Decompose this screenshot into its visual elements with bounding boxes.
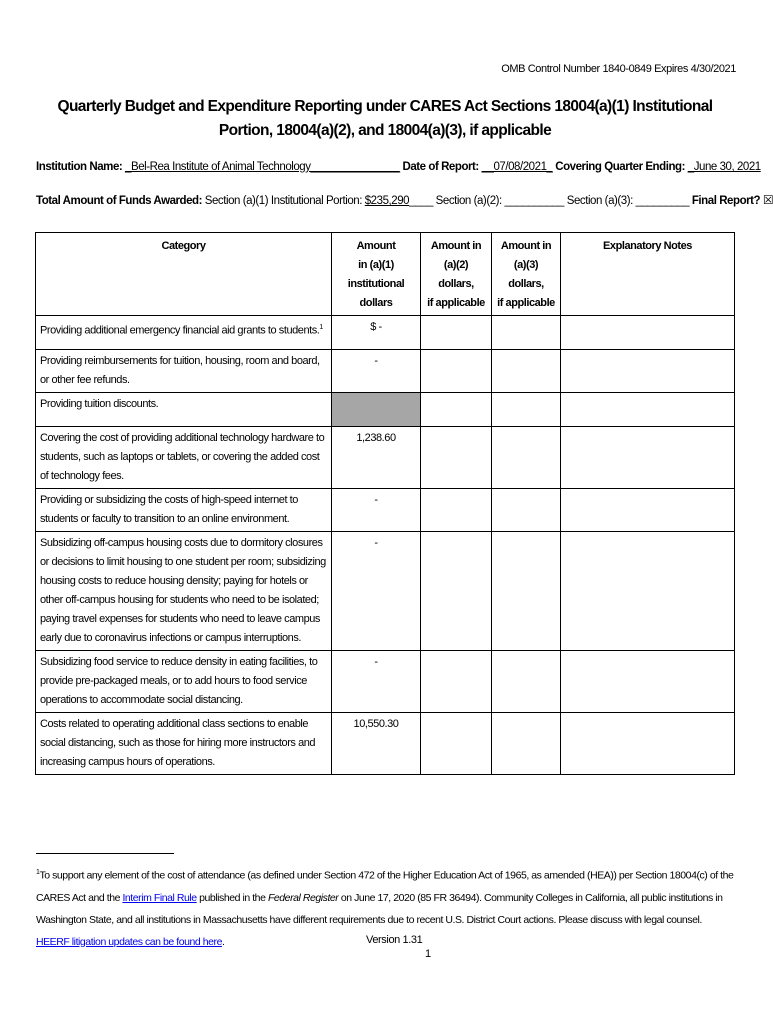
table-row: [36, 532, 735, 651]
version-label: Version 1.31: [366, 934, 423, 946]
row-amount-a3[interactable]: [492, 532, 561, 651]
row-amount-a3[interactable]: [492, 316, 561, 350]
header-amount-a2: Amount in (a)(2) dollars, if applicable: [421, 233, 492, 316]
row-amount-a2[interactable]: [421, 350, 492, 393]
row-notes[interactable]: [561, 489, 735, 532]
row-notes[interactable]: [561, 532, 735, 651]
table-row: [36, 489, 735, 532]
table-header-row: [36, 233, 735, 316]
footnote: $^1$To support any element of the cost of attendance (as defined under Section 472 of the Higher Education Act of 1965, as amended (HEA)) per Section 18004(c) of the CARES Act and the Interim Final Rule published in the Federal Register on June 17, 2020 (85 FR 36494). Community Colleges in California, all public institutions in Washington State, and all institutions in Massachusetts have different requirements due to recent U.S. District Court actions. Please discuss with legal counsel. HEERF litigation updates can be found here.: [36, 869, 734, 948]
sec-a3-label: Section (a)(3):: [566, 195, 633, 207]
row-amount-a3[interactable]: [492, 651, 561, 713]
row-amount-a2[interactable]: [421, 651, 492, 713]
sec-a2-value: __________: [504, 195, 564, 207]
row-notes[interactable]: [561, 651, 735, 713]
sec-a3-value: _________: [635, 195, 690, 207]
row-category: Subsidizing off-campus housing costs due to dormitory closures or decisions to limit housing to one student per room; subsidizing housing costs to reduce housing density; paying for hotels or other off-campus housing for students who need to be isolated; paying travel expenses for students who need to leave campus early due to coronavirus infections or campus interruptions.: [36, 532, 332, 651]
row-category: Covering the cost of providing additional technology hardware to students, such as laptops or tablets, or covering the added cost of technology fees.: [36, 427, 332, 489]
row-amount-a2[interactable]: [421, 713, 492, 775]
institution-value: _Bel-Rea Institute of Animal Technology_______________: [125, 161, 400, 173]
row-amount-a2[interactable]: [421, 489, 492, 532]
row-amount-a3[interactable]: [492, 427, 561, 489]
row-category: Providing or subsidizing the costs of high-speed internet to students or faculty to transition to an online environment.: [36, 489, 332, 532]
institution-label: Institution Name: [36, 161, 119, 173]
table-row: [36, 316, 735, 350]
page-number: 1: [425, 948, 432, 960]
budget-table: [35, 232, 735, 775]
sec-a1-value: $235,290: [364, 195, 410, 207]
header-amount-a1: Amount in (a)(1) institutional dollars: [332, 233, 421, 316]
table-row: [36, 393, 735, 427]
header-amount-a3: Amount in (a)(3) dollars, if applicable: [492, 233, 561, 316]
row-amount-a2[interactable]: [421, 427, 492, 489]
row-amount-a1: [332, 393, 421, 427]
table-row: [36, 427, 735, 489]
row-notes[interactable]: [561, 316, 735, 350]
date-value: __07/08/2021_: [481, 161, 553, 173]
table-row: [36, 350, 735, 393]
row-amount-a2[interactable]: [421, 316, 492, 350]
funds-label: Total Amount of Funds Awarded:: [36, 195, 203, 207]
row-category: Providing tuition discounts.: [36, 393, 332, 427]
funds-line: [36, 193, 773, 207]
row-amount-a2[interactable]: [421, 532, 492, 651]
row-amount-a1[interactable]: -: [332, 651, 421, 713]
header-category: Category: [36, 233, 332, 316]
sec-a1-blank: ____: [409, 195, 433, 207]
row-notes[interactable]: [561, 713, 735, 775]
footnote-divider: [36, 853, 174, 854]
interim-final-rule-link[interactable]: Interim Final Rule: [122, 891, 197, 904]
row-amount-a1[interactable]: 10,550.30: [332, 713, 421, 775]
heerf-litigation-link[interactable]: HEERF litigation updates can be found here: [36, 935, 222, 948]
row-amount-a1[interactable]: -: [332, 350, 421, 393]
row-amount-a3[interactable]: [492, 713, 561, 775]
row-amount-a2[interactable]: [421, 393, 492, 427]
row-amount-a1[interactable]: 1,238.60: [332, 427, 421, 489]
footnote-number: 1: [36, 869, 40, 876]
page-title: Quarterly Budget and Expenditure Reporting under CARES Act Sections 18004(a)(1) Institutional Portion, 18004(a)(2), and 18004(a)(3), if applicable: [57, 98, 713, 139]
row-category: Providing reimbursements for tuition, housing, room and board, or other fee refunds.: [36, 350, 332, 393]
date-label: Date of Report:: [402, 161, 479, 173]
row-category: Providing additional emergency financial aid grants to students.$^1$: [36, 316, 332, 350]
row-amount-a1[interactable]: -: [332, 489, 421, 532]
header-notes: Explanatory Notes: [561, 233, 735, 316]
table-row: [36, 651, 735, 713]
sec-a2-label: Section (a)(2):: [435, 195, 502, 207]
row-notes[interactable]: [561, 427, 735, 489]
final-report-checkbox[interactable]: ☒: [762, 193, 773, 207]
institution-line: Institution Name: _Bel-Rea Institute of Animal Technology_______________ Date of Report: __07/08/2021_ Covering Quarter Ending: _June 30, 2021: [36, 161, 761, 173]
row-amount-a3[interactable]: [492, 393, 561, 427]
row-category: Costs related to operating additional class sections to enable social distancing, such as those for hiring more instructors and increasing campus hours of operations.: [36, 713, 332, 775]
omb-control-number: OMB Control Number 1840-0849 Expires 4/30/2021: [501, 63, 736, 75]
row-amount-a3[interactable]: [492, 489, 561, 532]
row-amount-a3[interactable]: [492, 350, 561, 393]
row-category: Subsidizing food service to reduce density in eating facilities, to provide pre-packaged meals, or to add hours to food service operations to accommodate social distancing.: [36, 651, 332, 713]
row-notes[interactable]: [561, 393, 735, 427]
table-row: [36, 713, 735, 775]
row-amount-a1[interactable]: -: [332, 532, 421, 651]
quarter-value: _June 30, 2021: [687, 161, 761, 173]
row-amount-a1[interactable]: $ -: [332, 316, 421, 350]
quarter-label: Covering Quarter Ending:: [555, 161, 685, 173]
row-notes[interactable]: [561, 350, 735, 393]
final-report-label: Final Report?: [691, 195, 761, 207]
sec-a1-label: Section (a)(1) Institutional Portion:: [204, 195, 362, 207]
